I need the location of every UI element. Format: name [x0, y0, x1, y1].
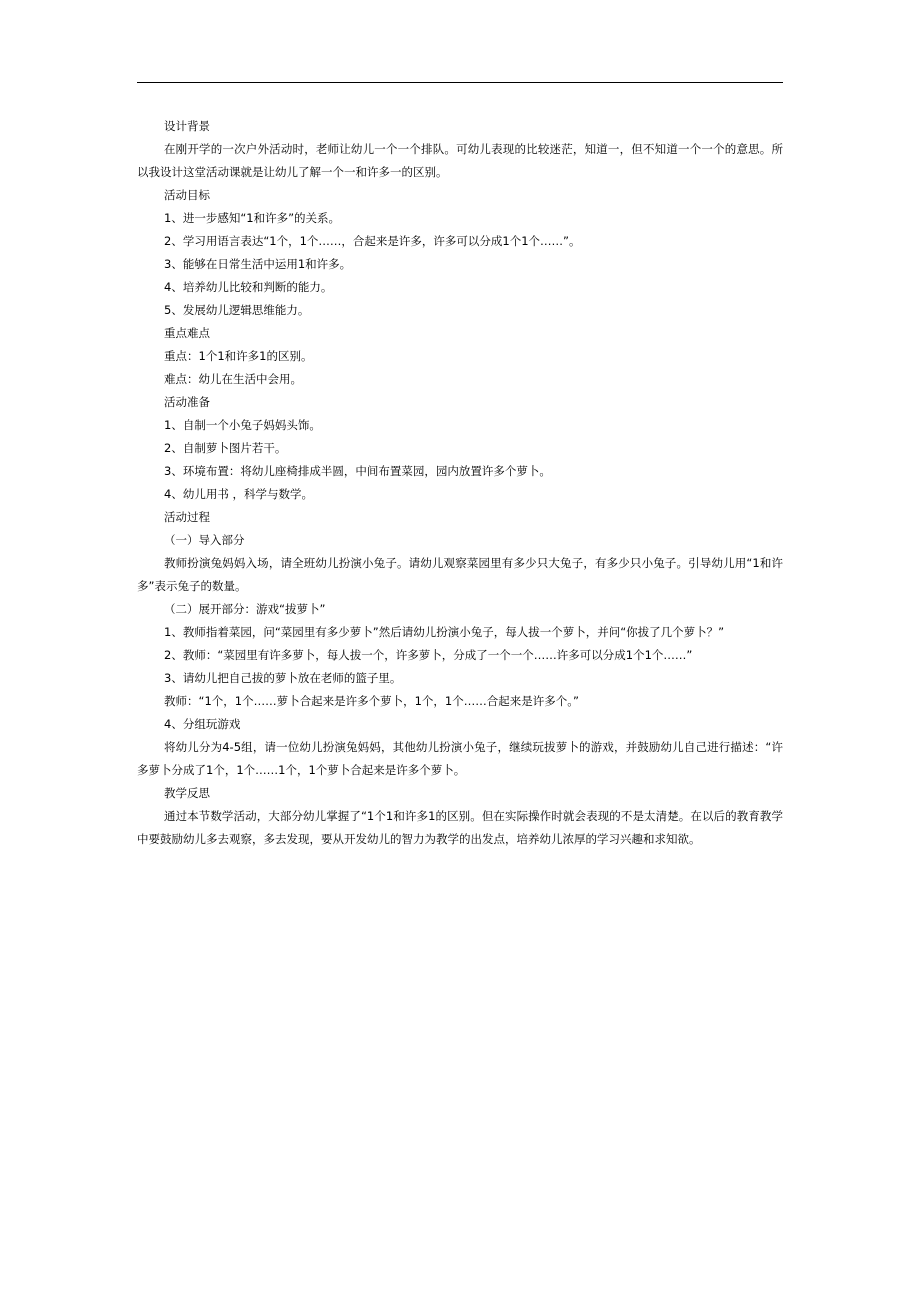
preparation-item: 4、幼儿用书 ，科学与数学。 — [164, 487, 313, 501]
heading-reflection: 教学反思 — [164, 786, 210, 800]
goal-item: 2、学习用语言表达“1个，1个……，合起来是许多，许多可以分成1个1个……”。 — [164, 234, 581, 248]
paragraph-reflection: 通过本节数学活动，大部分幼儿掌握了“1个1和许多1的区别。但在实际操作时就会表现的不是太清楚。在以后的教育教学中要鼓励幼儿多去观察，多去发现，要从开发幼儿的智力为教学的出发点，培养幼儿浓厚的学习兴趣和求知欲。 — [137, 809, 783, 846]
paragraph-intro: 教师扮演兔妈妈入场，请全班幼儿扮演小兔子。请幼儿观察菜园里有多少只大兔子，有多少只小兔子。引导幼儿用“1和许多”表示兔子的数量。 — [137, 556, 783, 593]
subheading-intro: （一）导入部分 — [164, 533, 245, 547]
goal-item: 1、进一步感知“1和许多”的关系。 — [164, 211, 341, 225]
teacher-line: 教师：“1个，1个……萝卜合起来是许多个萝卜，1个，1个……合起来是许多个。” — [164, 694, 579, 708]
goal-item: 4、培养幼儿比较和判断的能力。 — [164, 280, 333, 294]
heading-key-difficulties: 重点难点 — [164, 326, 210, 340]
document-body — [137, 115, 783, 851]
preparation-item: 2、自制萝卜图片若干。 — [164, 441, 287, 455]
heading-preparation: 活动准备 — [164, 395, 210, 409]
header-rule — [137, 82, 783, 83]
subheading-expand: （二）展开部分：游戏“拔萝卜” — [164, 602, 326, 616]
preparation-item: 3、环境布置：将幼儿座椅排成半圆，中间布置菜园，园内放置许多个萝卜。 — [164, 464, 551, 478]
process-item: 3、请幼儿把自己拔的萝卜放在老师的篮子里。 — [164, 671, 402, 685]
goal-item: 3、能够在日常生活中运用1和许多。 — [164, 257, 352, 271]
process-item: 4、分组玩游戏 — [164, 717, 241, 731]
process-item: 1、教师指着菜园，问“菜园里有多少萝卜”然后请幼儿扮演小兔子，每人拔一个萝卜，并问“你拔了几个萝卜？” — [164, 625, 725, 639]
heading-activity-goals: 活动目标 — [164, 188, 210, 202]
process-item: 2、教师：“菜园里有许多萝卜，每人拔一个，许多萝卜，分成了一个一个……许多可以分成1个1个……” — [164, 648, 693, 662]
difficulty-point: 难点：幼儿在生活中会用。 — [164, 372, 302, 386]
heading-activity-process: 活动过程 — [164, 510, 210, 524]
paragraph-background: 在刚开学的一次户外活动时，老师让幼儿一个一个排队。可幼儿表现的比较迷茫，知道一，但不知道一个一个的意思。所以我设计这堂活动课就是让幼儿了解一个一和许多一的区别。 — [137, 142, 783, 179]
heading-design-background: 设计背景 — [164, 119, 210, 133]
paragraph-group-game: 将幼儿分为4-5组，请一位幼儿扮演兔妈妈，其他幼儿扮演小兔子，继续玩拔萝卜的游戏，并鼓励幼儿自己进行描述：“许多萝卜分成了1个，1个……1个，1个萝卜合起来是许多个萝卜。 — [137, 740, 783, 777]
goal-item: 5、发展幼儿逻辑思维能力。 — [164, 303, 310, 317]
preparation-item: 1、自制一个小兔子妈妈头饰。 — [164, 418, 321, 432]
key-point: 重点：1个1和许多1的区别。 — [164, 349, 313, 363]
